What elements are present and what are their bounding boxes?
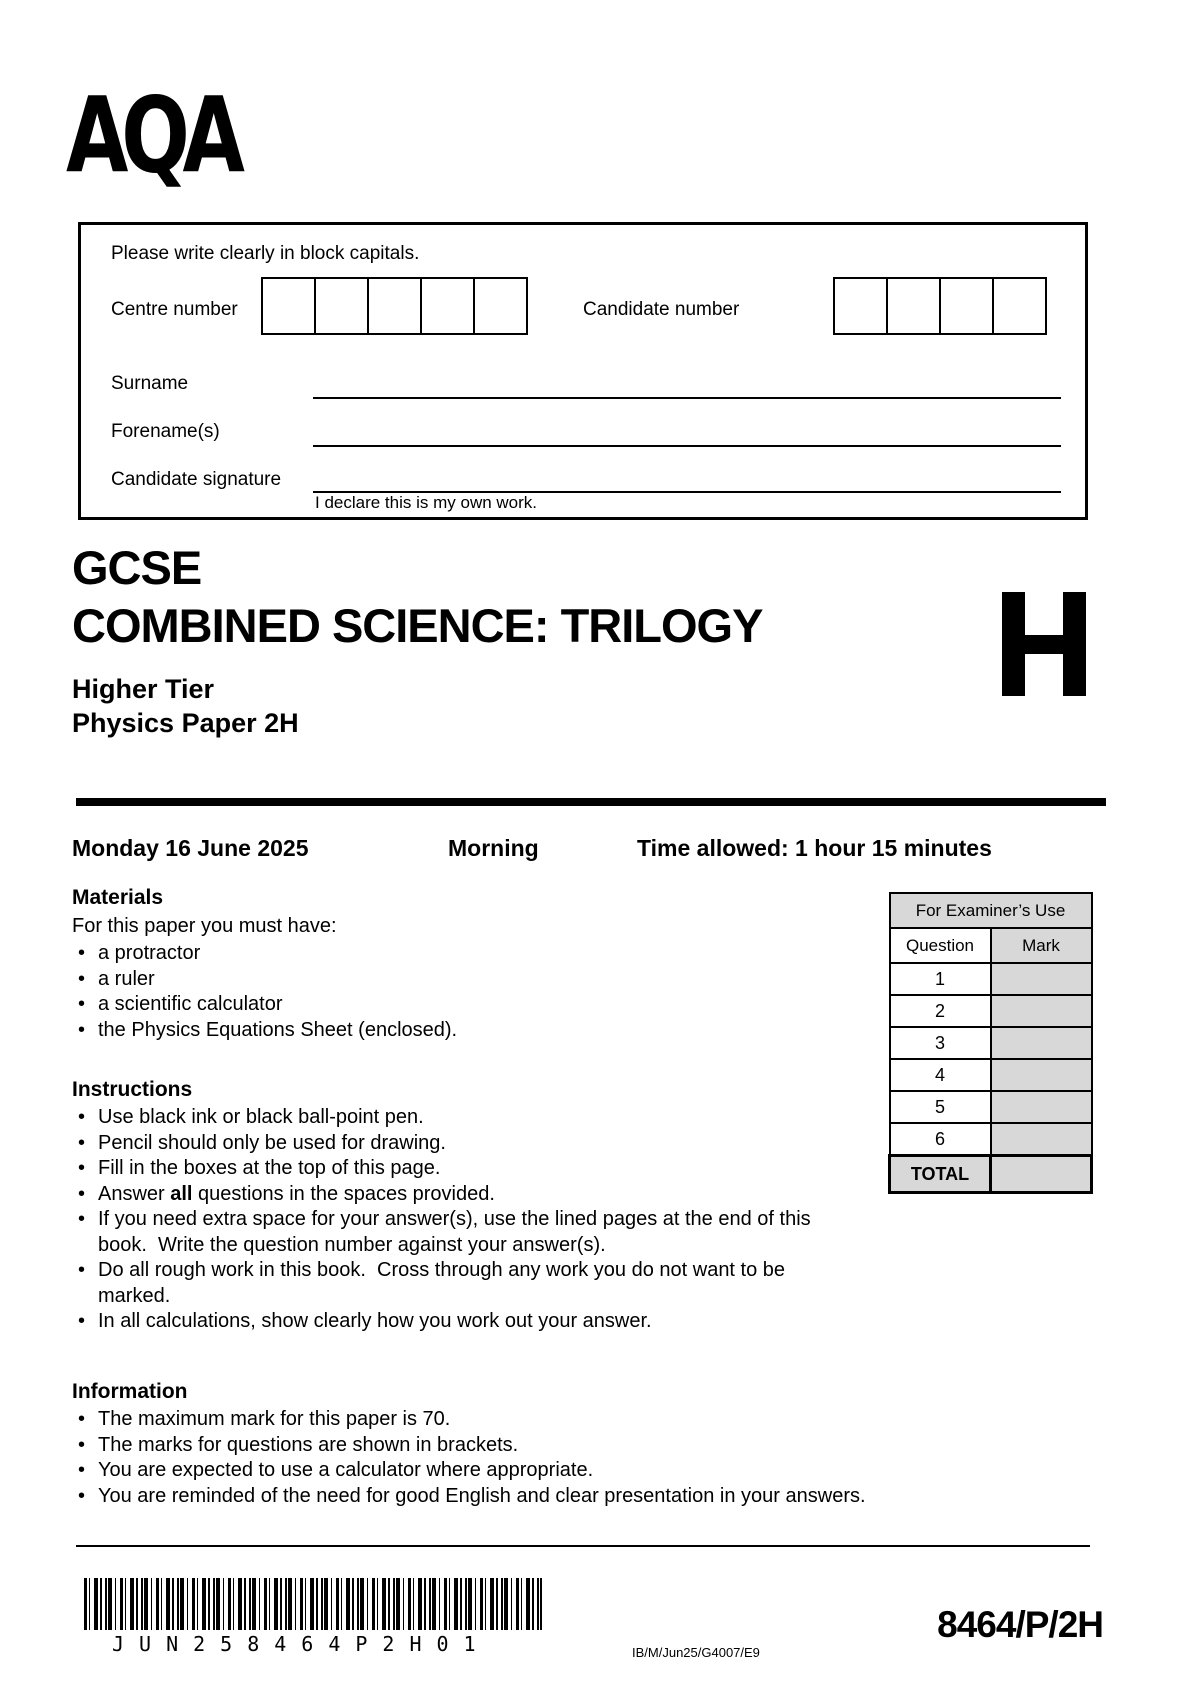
examiner-row — [890, 995, 1092, 1027]
block-capitals-instruction: Please write clearly in block capitals. — [111, 243, 420, 264]
exam-time-of-day: Morning — [448, 835, 539, 861]
centre-number-label: Centre number — [111, 299, 238, 320]
subject-title: COMBINED SCIENCE: TRILOGY — [72, 599, 763, 652]
mark-cell — [991, 1091, 1092, 1123]
information-item: • You are reminded of the need for good English and clear presentation in your answers. — [98, 1484, 1072, 1510]
centre-number-cell[interactable] — [261, 277, 316, 335]
question-number: 6 — [890, 1123, 991, 1156]
signature-field[interactable] — [313, 443, 1061, 493]
forenames-label: Forename(s) — [111, 421, 220, 442]
instructions-item: • Use black ink or black ball-point pen. — [98, 1105, 814, 1131]
question-number: 5 — [890, 1091, 991, 1123]
instructions-item: • If you need extra space for your answer(s), use the lined pages at the end of this book. Write the question number against your answer(s). — [98, 1207, 814, 1258]
time-allowed: Time allowed: 1 hour 15 minutes — [637, 835, 992, 861]
examiner-row — [890, 1059, 1092, 1091]
materials-item: • the Physics Equations Sheet (enclosed). — [98, 1018, 832, 1044]
examiner-table-title: For Examiner’s Use — [890, 893, 1092, 928]
qualification-title: GCSE — [72, 541, 202, 594]
materials-item: • a scientific calculator — [98, 992, 832, 1018]
instructions-list — [72, 1105, 842, 1335]
centre-number-cell[interactable] — [420, 277, 475, 335]
higher-tier-badge — [1002, 592, 1086, 696]
candidate-details-box — [78, 222, 1088, 520]
candidate-number-label: Candidate number — [583, 299, 740, 320]
candidate-number-cell[interactable] — [886, 277, 941, 335]
instructions-item: • In all calculations, show clearly how you work out your answer. — [98, 1309, 814, 1335]
title-divider-rule — [76, 798, 1106, 806]
instructions-heading: Instructions — [72, 1078, 193, 1101]
tier-label: Higher Tier — [72, 674, 215, 704]
information-item: • The marks for questions are shown in brackets. — [98, 1433, 1072, 1459]
paper-label: Physics Paper 2H — [72, 708, 299, 738]
mark-cell — [991, 995, 1092, 1027]
tier-paper-lines — [72, 672, 299, 740]
footer-divider-rule — [76, 1545, 1090, 1547]
instructions-item — [98, 1182, 814, 1208]
candidate-number-cell[interactable] — [992, 277, 1047, 335]
title-block — [72, 540, 762, 656]
information-item: • The maximum mark for this paper is 70. — [98, 1407, 1072, 1433]
signature-label: Candidate signature — [111, 469, 282, 490]
total-mark-cell — [991, 1156, 1092, 1193]
materials-item: • a protractor — [98, 941, 832, 967]
examiner-row — [890, 1091, 1092, 1123]
question-number: 1 — [890, 963, 991, 995]
candidate-number-cells — [833, 277, 1047, 335]
instructions-section — [72, 1078, 842, 1335]
materials-intro: For this paper you must have: — [72, 915, 337, 937]
barcode-text: JUN258464P2H01 — [112, 1632, 491, 1656]
materials-list — [72, 941, 832, 1043]
information-section — [72, 1380, 1072, 1509]
centre-number-cell[interactable] — [314, 277, 369, 335]
candidate-number-cell[interactable] — [833, 277, 888, 335]
barcode — [84, 1578, 542, 1630]
instructions-item: • Fill in the boxes at the top of this page. — [98, 1156, 814, 1182]
examiner-col-question: Question — [890, 928, 991, 963]
instructions-item: • Pencil should only be used for drawing. — [98, 1131, 814, 1157]
materials-item: • a ruler — [98, 967, 832, 993]
information-list — [72, 1407, 1072, 1509]
candidate-number-cell[interactable] — [939, 277, 994, 335]
instruction-text: Answer — [98, 1182, 171, 1205]
question-number: 4 — [890, 1059, 991, 1091]
question-number: 2 — [890, 995, 991, 1027]
examiner-row — [890, 963, 1092, 995]
examiner-row — [890, 1123, 1092, 1156]
instructions-item: • Do all rough work in this book. Cross through any work you do not want to be marked. — [98, 1258, 814, 1309]
examiner-use-table — [888, 892, 1093, 1194]
materials-section — [72, 886, 832, 1043]
examiner-col-mark: Mark — [991, 928, 1092, 963]
paper-code: 8464/P/2H — [937, 1604, 1103, 1645]
materials-heading: Materials — [72, 886, 164, 909]
question-number: 3 — [890, 1027, 991, 1059]
mark-cell — [991, 1027, 1092, 1059]
examiner-total-row — [890, 1156, 1092, 1193]
information-item: • You are expected to use a calculator where appropriate. — [98, 1458, 1072, 1484]
centre-number-cells — [261, 277, 528, 335]
centre-number-cell[interactable] — [473, 277, 528, 335]
declaration-text: I declare this is my own work. — [315, 493, 538, 512]
mark-cell — [991, 1059, 1092, 1091]
mark-cell — [991, 963, 1092, 995]
instruction-text-bold: all — [170, 1182, 193, 1205]
forenames-field[interactable] — [313, 395, 1061, 447]
information-heading: Information — [72, 1380, 188, 1403]
instruction-text: questions in the spaces provided. — [192, 1182, 495, 1205]
examiner-row — [890, 1027, 1092, 1059]
surname-label: Surname — [111, 373, 189, 394]
exam-date: Monday 16 June 2025 — [72, 835, 309, 861]
total-label: TOTAL — [890, 1156, 991, 1193]
surname-field[interactable] — [313, 345, 1061, 399]
print-reference-code: IB/M/Jun25/G4007/E9 — [632, 1645, 760, 1660]
tier-h-glyph — [1002, 592, 1086, 696]
mark-cell — [991, 1123, 1092, 1156]
aqa-logo: AQA — [66, 75, 238, 197]
centre-number-cell[interactable] — [367, 277, 422, 335]
